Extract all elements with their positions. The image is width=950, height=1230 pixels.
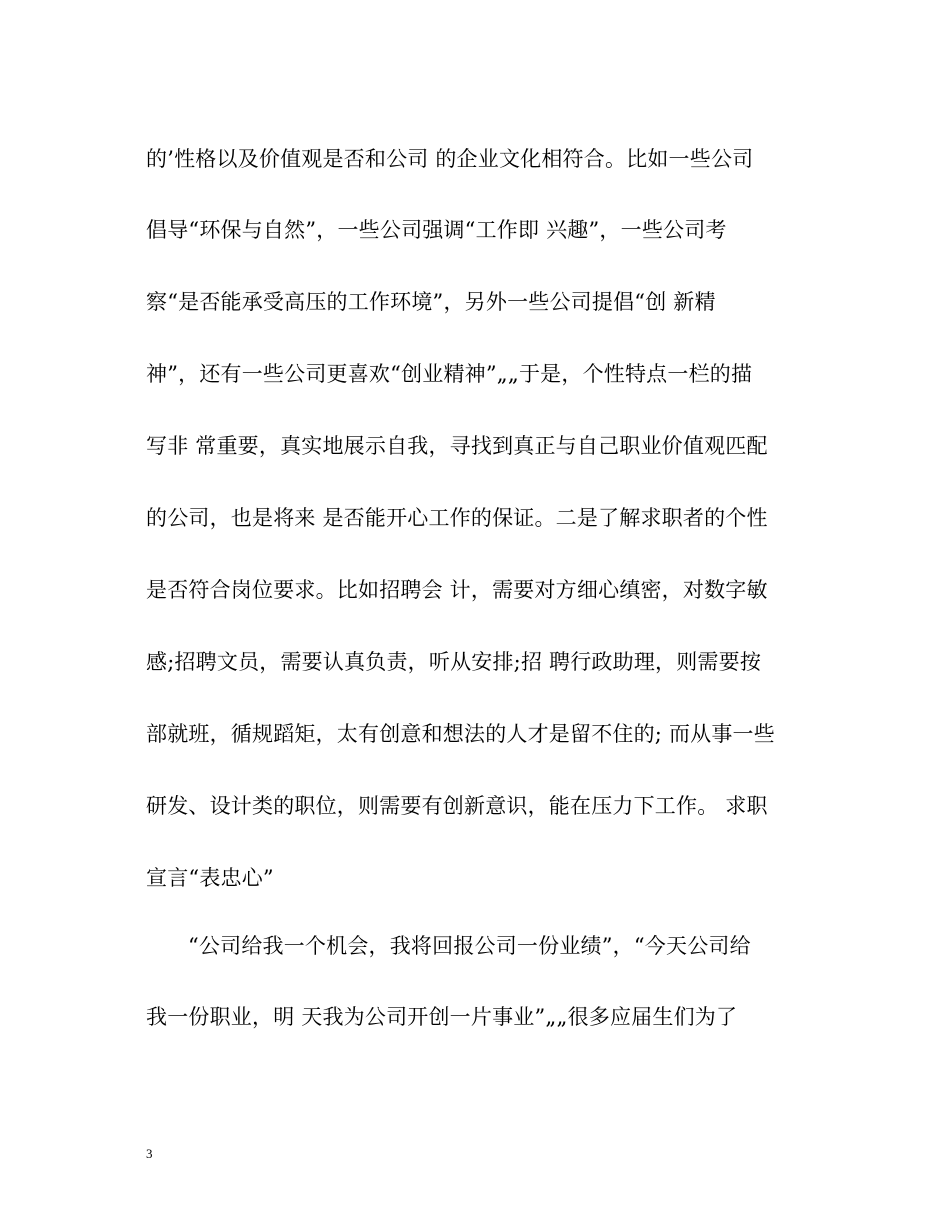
page-number: 3 bbox=[146, 1146, 153, 1161]
body-line-5: 写非 常重要，真实地展示自我，寻找到真正与自己职业价值观匹配 bbox=[146, 434, 768, 458]
body-line-4: 神”，还有一些公司更喜欢“创业精神”„„于是，个性特点一栏的描 bbox=[146, 362, 753, 386]
body-line-8: 感;招聘文员，需要认真负责，听从安排;招 聘行政助理，则需要按 bbox=[146, 650, 762, 674]
heading-line: 宣言“表忠心” bbox=[146, 866, 274, 890]
body-line-9: 部就班，循规蹈矩，太有创意和想法的人才是留不住的; 而从事一些 bbox=[146, 722, 775, 746]
body-line-2: 倡导“环保与自然”，一些公司强调“工作即 兴趣”，一些公司考 bbox=[146, 218, 727, 242]
body-line-6: 的公司，也是将来 是否能开心工作的保证。二是了解求职者的个性 bbox=[146, 506, 768, 530]
body-line-1: 的’性格以及价值观是否和公司 的企业文化相符合。比如一些公司 bbox=[146, 147, 754, 171]
body-line-13: 我一份职业，明 天我为公司开创一片事业”„„很多应届生们为了 bbox=[146, 1005, 738, 1029]
body-line-3: 察“是否能承受高压的工作环境”，另外一些公司提倡“创 新精 bbox=[146, 290, 716, 314]
body-line-10: 研发、设计类的职位，则需要有创新意识，能在压力下工作。 求职 bbox=[146, 794, 768, 818]
paragraph-first-line: “公司给我一个机会，我将回报公司一份业绩”，“今天公司给 bbox=[188, 934, 751, 958]
body-line-7: 是否符合岗位要求。比如招聘会 计，需要对方细心缜密，对数字敏 bbox=[146, 578, 768, 602]
